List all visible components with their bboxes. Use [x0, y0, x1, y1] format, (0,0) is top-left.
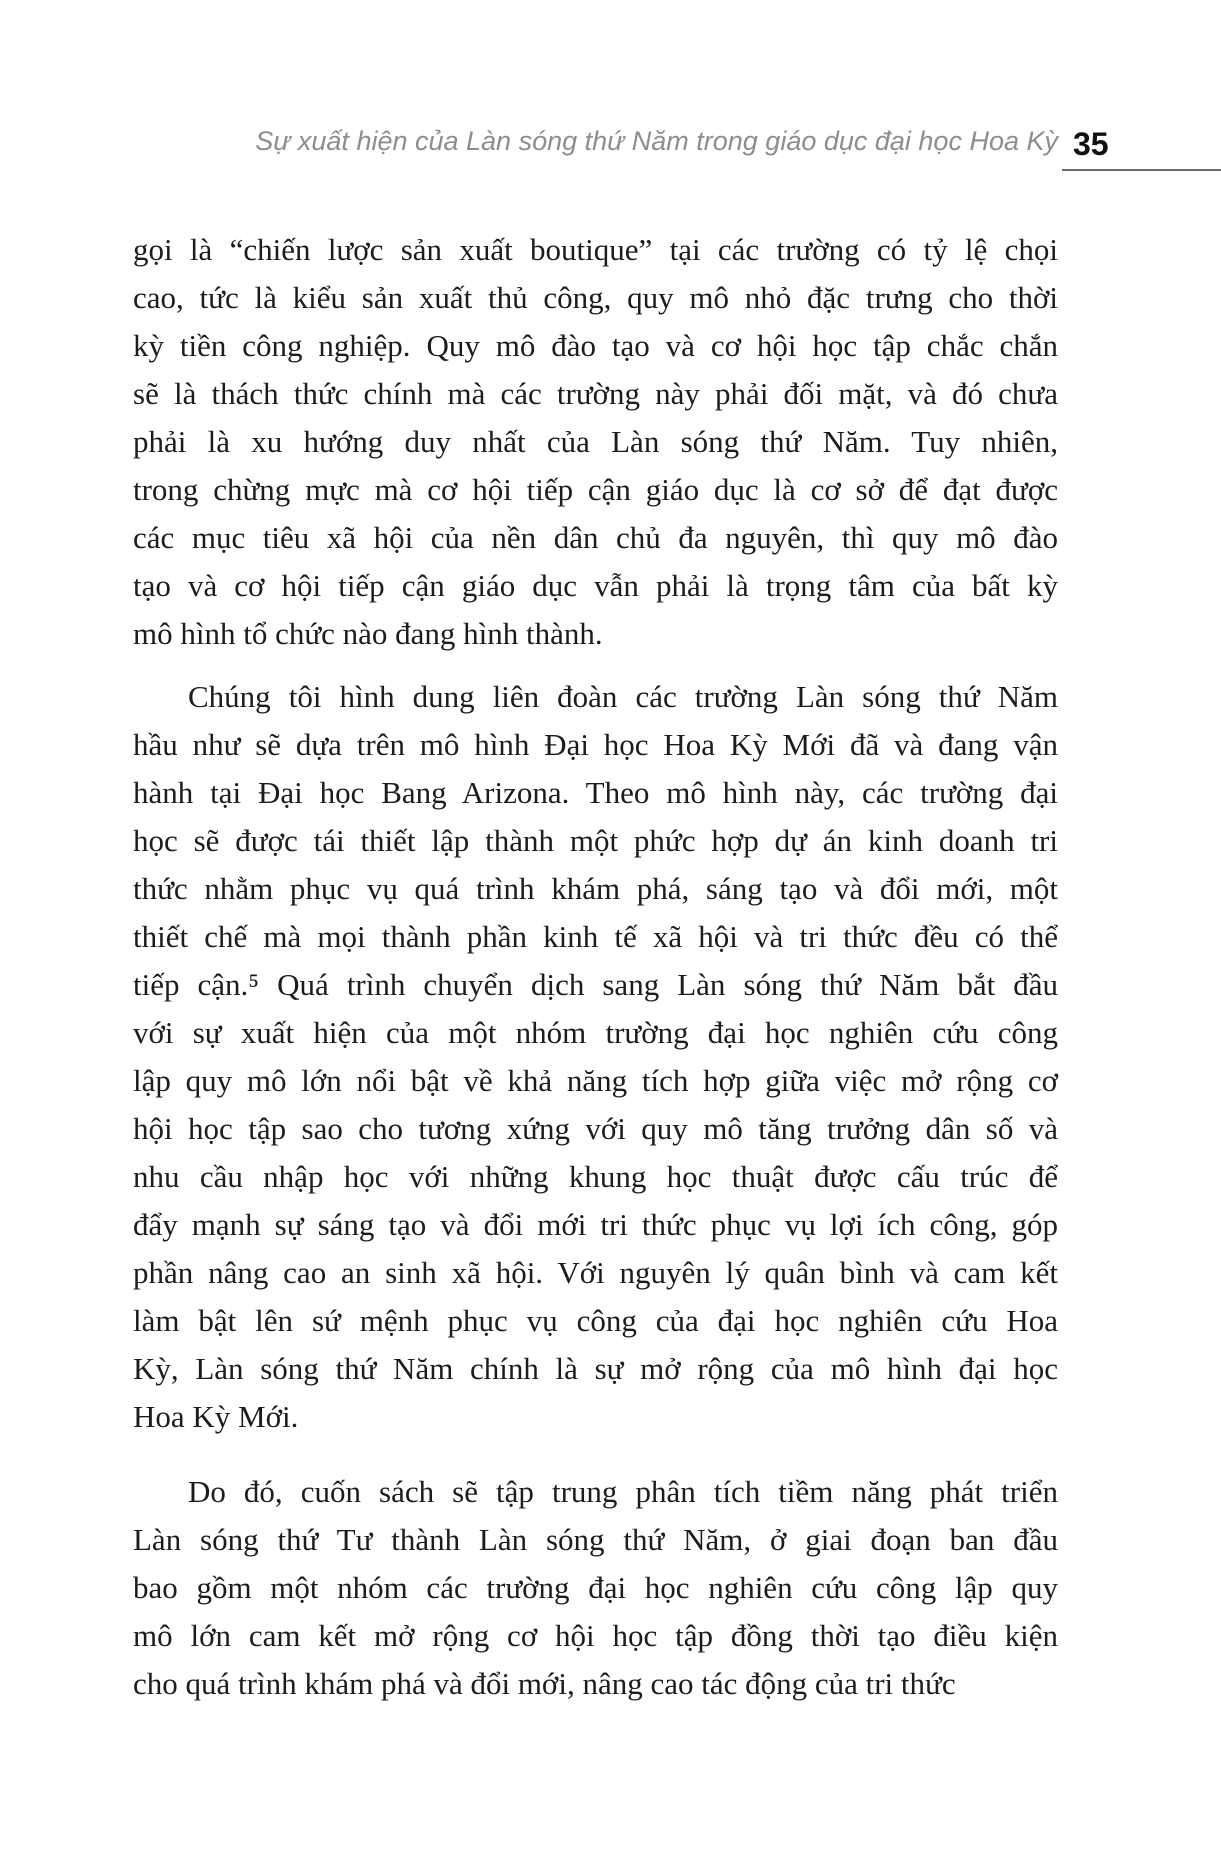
- text-line: hành tại Đại học Bang Arizona. Theo mô hình này, các trường đại: [133, 775, 1058, 810]
- text-line: cao, tức là kiểu sản xuất thủ công, quy mô nhỏ đặc trưng cho thời: [133, 280, 1058, 315]
- text-line: thức nhằm phục vụ quá trình khám phá, sáng tạo và đổi mới, một: [133, 871, 1058, 906]
- paragraph: [133, 226, 1058, 658]
- text-line: với sự xuất hiện của một nhóm trường đại học nghiên cứu công: [133, 1015, 1058, 1050]
- text-line: phần nâng cao an sinh xã hội. Với nguyên lý quân bình và cam kết: [133, 1255, 1058, 1290]
- text-line: tiếp cận.⁵ Quá trình chuyển dịch sang Làn sóng thứ Năm bắt đầu: [133, 967, 1058, 1002]
- paragraph: [133, 1468, 1058, 1708]
- header-rule: [1062, 169, 1221, 171]
- text-line: mô lớn cam kết mở rộng cơ hội học tập đồng thời tạo điều kiện: [133, 1618, 1058, 1653]
- text-line: trong chừng mực mà cơ hội tiếp cận giáo dục là cơ sở để đạt được: [133, 472, 1058, 507]
- text-line: Hoa Kỳ Mới.: [133, 1399, 299, 1434]
- text-line: lập quy mô lớn nổi bật về khả năng tích hợp giữa việc mở rộng cơ: [133, 1063, 1058, 1098]
- page-number: 35: [1073, 126, 1109, 162]
- text-line: bao gồm một nhóm các trường đại học nghiên cứu công lập quy: [133, 1570, 1058, 1605]
- body-text-block: [133, 226, 1058, 1708]
- text-line: thiết chế mà mọi thành phần kinh tế xã hội và tri thức đều có thể: [133, 919, 1058, 954]
- text-line: sẽ là thách thức chính mà các trường này phải đối mặt, và đó chưa: [133, 376, 1058, 411]
- paragraph: [133, 673, 1058, 1441]
- text-line: Làn sóng thứ Tư thành Làn sóng thứ Năm, ở giai đoạn ban đầu: [133, 1522, 1058, 1557]
- text-line: tạo và cơ hội tiếp cận giáo dục vẫn phải là trọng tâm của bất kỳ: [133, 568, 1058, 603]
- text-line: Chúng tôi hình dung liên đoàn các trường Làn sóng thứ Năm: [188, 679, 1058, 714]
- text-line: cho quá trình khám phá và đổi mới, nâng cao tác động của tri thức: [133, 1666, 956, 1701]
- text-line: hầu như sẽ dựa trên mô hình Đại học Hoa Kỳ Mới đã và đang vận: [133, 727, 1058, 762]
- text-line: Do đó, cuốn sách sẽ tập trung phân tích tiềm năng phát triển: [188, 1474, 1058, 1509]
- text-line: kỳ tiền công nghiệp. Quy mô đào tạo và cơ hội học tập chắc chắn: [133, 328, 1058, 363]
- running-header-title: Sự xuất hiện của Làn sóng thứ Năm trong giáo dục đại học Hoa Kỳ: [255, 126, 1058, 156]
- text-line: gọi là “chiến lược sản xuất boutique” tại các trường có tỷ lệ chọi: [133, 232, 1058, 267]
- text-line: nhu cầu nhập học với những khung học thuật được cấu trúc để: [133, 1159, 1058, 1194]
- text-line: học sẽ được tái thiết lập thành một phức hợp dự án kinh doanh tri: [133, 823, 1058, 858]
- text-line: Kỳ, Làn sóng thứ Năm chính là sự mở rộng của mô hình đại học: [133, 1351, 1058, 1386]
- text-line: làm bật lên sứ mệnh phục vụ công của đại học nghiên cứu Hoa: [133, 1303, 1058, 1338]
- text-line: đẩy mạnh sự sáng tạo và đổi mới tri thức phục vụ lợi ích công, góp: [133, 1207, 1058, 1242]
- text-line: hội học tập sao cho tương xứng với quy mô tăng trưởng dân số và: [133, 1111, 1058, 1146]
- text-line: các mục tiêu xã hội của nền dân chủ đa nguyên, thì quy mô đào: [133, 520, 1058, 555]
- text-line: mô hình tổ chức nào đang hình thành.: [133, 616, 603, 651]
- text-line: phải là xu hướng duy nhất của Làn sóng thứ Năm. Tuy nhiên,: [133, 424, 1058, 459]
